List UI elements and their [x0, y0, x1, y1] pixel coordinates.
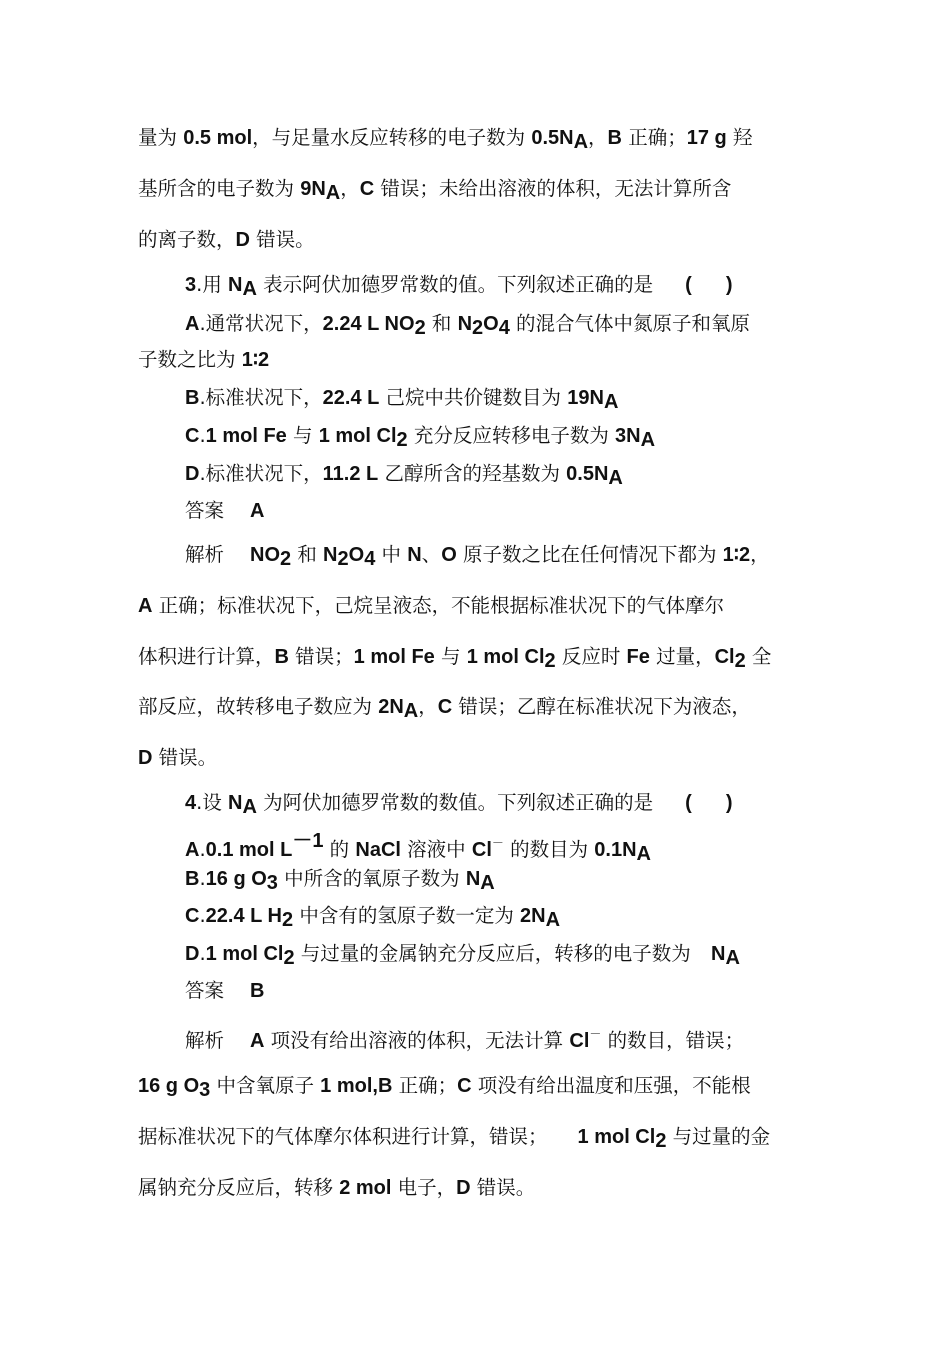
- q3-explanation-line4: 部反应，故转移电子数应为 $2N_A$，C 错误；乙醇在标准状况下为液态，: [138, 695, 751, 722]
- q4-explanation-line3: 据标准状况下的气体摩尔体积进行计算，错误； 1 mol $Cl_2$ 与过量的金: [138, 1125, 771, 1152]
- q3-answer: 答案 A: [185, 499, 265, 522]
- q2-explanation-line3: 的离子数，D 错误。: [138, 228, 315, 251]
- q3-option-b: B.标准状况下，22.4 L 己烷中共价键数目为 $19N_A$: [185, 386, 619, 413]
- q3-explanation-line2: A 正确；标准状况下，己烷呈液态，不能根据标准状况下的气体摩尔: [138, 594, 725, 617]
- q2-explanation-line1: 量为 0.5 mol，与足量水反应转移的电子数为 $0.5N_A$，B 正确；17 g 羟: [138, 126, 753, 153]
- q2-explanation-line2: 基所含的电子数为 $9N_A$，C 错误；未给出溶液的体积，无法计算所含: [138, 177, 732, 204]
- q4-option-d: D.1 mol $Cl_2$ 与过量的金属钠充分反应后，转移的电子数为 $N_A$: [185, 942, 740, 969]
- q3-explanation-line1: 解析 $NO_2$ 和 $N_2O_4$ 中 N、O 原子数之比在任何情况下都为 1∶2，: [185, 543, 770, 570]
- q4-explanation-line1: 解析 A 项没有给出溶液的体积，无法计算 Cl－ 的数目，错误；: [185, 1027, 745, 1052]
- q4-explanation-line4: 属钠充分反应后，转移 2 mol 电子，D 错误。: [138, 1176, 536, 1199]
- q4-option-a: A.0.1 mol $L^{-1}$ 的 NaCl 溶液中 Cl－ 的数目为 $0.1N_A$: [185, 830, 651, 865]
- q4-stem: 4.设 $N_A$ 为阿伏加德罗常数的数值。下列叙述正确的是 ( ): [185, 791, 733, 818]
- q4-option-b: B.16 g $O_3$ 中所含的氧原子数为 $N_A$: [185, 867, 495, 894]
- q4-option-c: C.22.4 L $H_2$ 中含有的氢原子数一定为 $2N_A$: [185, 904, 561, 931]
- q4-answer: 答案 B: [185, 979, 265, 1002]
- q3-option-c: C.1 mol Fe 与 1 mol $Cl_2$ 充分反应转移电子数为 $3N_A$: [185, 424, 656, 451]
- q3-option-a-line2: 子数之比为 1∶2: [138, 348, 270, 371]
- q3-option-d: D.标准状况下，11.2 L 乙醇所含的羟基数为 $0.5N_A$: [185, 462, 623, 489]
- q3-option-a-line1: A.通常状况下，2.24 L $NO_2$ 和 $N_2O_4$ 的混合气体中氮原子和氧原: [185, 312, 751, 339]
- q3-stem: 3.用 $N_A$ 表示阿伏加德罗常数的值。下列叙述正确的是 ( ): [185, 273, 733, 300]
- q3-explanation-line5: D 错误。: [138, 746, 218, 769]
- q4-explanation-line2: 16 g $O_3$ 中含氧原子 1 mol,B 正确；C 项没有给出温度和压强，不能根: [138, 1074, 751, 1101]
- q3-explanation-line3: 体积进行计算，B 错误；1 mol Fe 与 1 mol $Cl_2$ 反应时 Fe 过量，$Cl_2$ 全: [138, 645, 772, 672]
